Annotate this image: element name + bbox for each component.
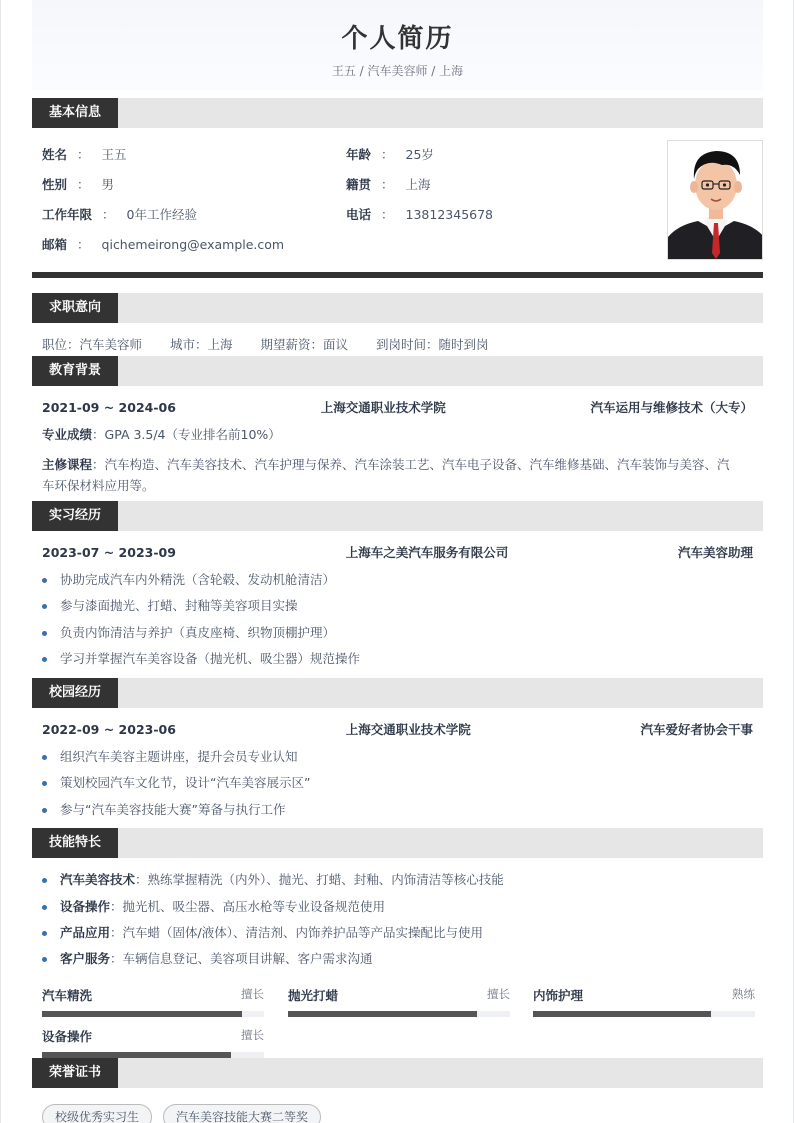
intent-position: 职位：汽车美容师 xyxy=(42,337,143,352)
section-title: 实习经历 xyxy=(32,501,118,531)
internship-period: 2023-07 ~ 2023-09 xyxy=(42,545,176,560)
skill-bar: 汽车精洗 擅长 xyxy=(42,986,264,1004)
basic-name: 姓名 ： 王五 xyxy=(42,147,127,162)
basic-age: 年龄 ： 25岁 xyxy=(346,147,434,162)
internship-company: 上海车之美汽车服务有限公司 xyxy=(345,545,509,560)
education-courses: 主修课程：汽车构造、汽车美容技术、汽车护理与保养、汽车涂装工艺、汽车电子设备、汽车维修基础、汽车装饰与美容、汽 车环保材料应用等。 xyxy=(42,457,730,493)
intent-city: 城市：上海 xyxy=(170,337,233,352)
section-job-intent xyxy=(32,293,763,323)
campus-period: 2022-09 ~ 2023-06 xyxy=(42,722,176,737)
skill-bar: 内饰护理 熟练 xyxy=(533,986,755,1004)
skill-item: 产品应用：汽车蜡（固体/液体）、清洁剂、内饰养护品等产品实操配比与使用 xyxy=(42,924,483,942)
education-school: 上海交通职业技术学院 xyxy=(320,400,446,415)
skill-item: 设备操作：抛光机、吸尘器、高压水枪等专业设备规范使用 xyxy=(42,898,385,916)
resume-subtitle: 王五 / 汽车美容师 / 上海 xyxy=(331,64,464,78)
skill-bar: 抛光打蜡 擅长 xyxy=(288,986,510,1004)
education-header xyxy=(42,399,753,417)
section-title: 荣誉证书 xyxy=(32,1058,118,1088)
list-item: 参与“汽车美容技能大赛”筹备与执行工作 xyxy=(42,801,285,819)
section-basic-info xyxy=(32,98,763,128)
resume-header xyxy=(32,0,763,90)
section-title: 校园经历 xyxy=(32,678,118,708)
education-major: 汽车运用与维修技术（大专） xyxy=(590,400,753,415)
skill-item: 汽车美容技术：熟练掌握精洗（内外）、抛光、打蜡、封釉、内饰清洁等核心技能 xyxy=(42,871,504,889)
honor-tag: 汽车美容技能大赛二等奖 xyxy=(163,1104,321,1123)
skill-bar-fill xyxy=(533,1011,711,1017)
section-honors xyxy=(32,1058,763,1088)
internship-header xyxy=(42,544,753,562)
skill-bar-track xyxy=(533,1011,755,1017)
basic-years: 工作年限 ： 0年工作经验 xyxy=(42,207,197,222)
list-item: 协助完成汽车内外精洗（含轮毂、发动机舱清洁） xyxy=(42,571,335,589)
basic-email: 邮箱 ： qichemeirong@example.com xyxy=(42,237,285,252)
skill-bar-track xyxy=(42,1011,264,1017)
basic-phone: 电话 ： 13812345678 xyxy=(346,207,494,222)
skill-bar-fill xyxy=(42,1011,242,1017)
list-item: 组织汽车美容主题讲座，提升会员专业认知 xyxy=(42,748,298,766)
profile-photo xyxy=(667,140,763,260)
avatar-illustration xyxy=(668,141,763,260)
section-education xyxy=(32,356,763,386)
resume-content xyxy=(32,0,763,1123)
list-item: 参与漆面抛光、打蜡、封釉等美容项目实操 xyxy=(42,597,298,615)
skill-bar-fill xyxy=(288,1011,477,1017)
honor-tag: 校级优秀实习生 xyxy=(42,1104,152,1123)
campus-school: 上海交通职业技术学院 xyxy=(345,722,471,737)
education-period: 2021-09 ~ 2024-06 xyxy=(42,400,176,415)
education-gpa: 专业成绩：GPA 3.5/4（专业排名前10%） xyxy=(42,427,281,442)
section-divider xyxy=(32,272,763,278)
resume-title: 个人简历 xyxy=(341,24,454,54)
list-item: 负责内饰清洁与养护（真皮座椅、织物顶棚护理） xyxy=(42,624,335,642)
list-item: 策划校园汽车文化节，设计“汽车美容展示区” xyxy=(42,774,310,792)
skill-item: 客户服务：车辆信息登记、美容项目讲解、客户需求沟通 xyxy=(42,950,373,968)
section-title: 求职意向 xyxy=(32,293,118,323)
section-internship xyxy=(32,501,763,531)
basic-origin: 籍贯 ： 上海 xyxy=(346,177,431,192)
job-intent-row xyxy=(42,336,489,354)
skill-bar-track xyxy=(288,1011,510,1017)
list-item: 学习并掌握汽车美容设备（抛光机、吸尘器）规范操作 xyxy=(42,650,360,668)
section-title: 基本信息 xyxy=(32,98,118,128)
campus-role: 汽车爱好者协会干事 xyxy=(640,722,753,737)
intent-arrival: 到岗时间：随时到岗 xyxy=(376,337,489,352)
skill-bar: 设备操作 擅长 xyxy=(42,1027,264,1045)
intent-salary: 期望薪资：面议 xyxy=(260,337,349,352)
section-skills xyxy=(32,828,763,858)
section-title: 教育背景 xyxy=(32,356,118,386)
internship-role: 汽车美容助理 xyxy=(677,545,753,560)
basic-gender: 性别 ： 男 xyxy=(42,177,115,192)
section-campus xyxy=(32,678,763,708)
campus-header xyxy=(42,721,753,739)
section-title: 技能特长 xyxy=(32,828,118,858)
